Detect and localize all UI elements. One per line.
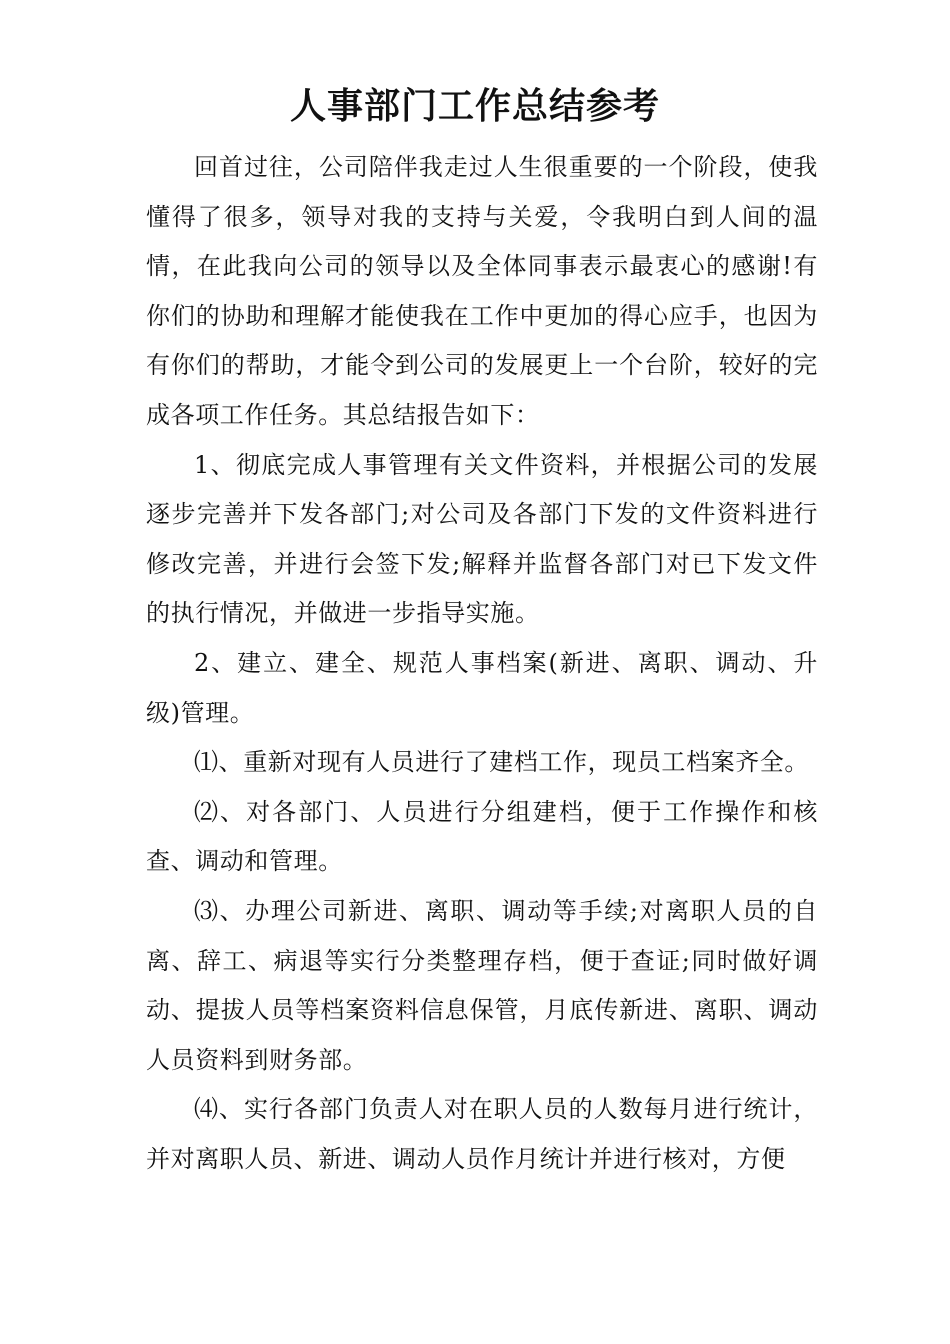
- document-title: 人事部门工作总结参考: [289, 85, 660, 127]
- paragraph-subitem-1: ⑴、重新对现有人员进行了建档工作，现员工档案齐全。: [194, 748, 809, 777]
- document-body: [146, 143, 818, 1184]
- paragraph-item-1: 1、彻底完成人事管理有关文件资料，并根据公司的发展逐步完善并下发各部门;对公司及各部门下发的文件资料进行修改完善，并进行会签下发;解释并监督各部门对已下发文件的执行情况，并做进一步指导实施。: [146, 450, 818, 628]
- paragraph-subitem-2: ⑵、对各部门、人员进行分组建档，便于工作操作和核查、调动和管理。: [146, 797, 818, 876]
- paragraph-subitem-4: ⑷、实行各部门负责人对在职人员的人数每月进行统计，并对离职人员、新进、调动人员作月统计并进行核对，方便: [146, 1095, 818, 1173]
- paragraph-item-2: 2、建立、建全、规范人事档案(新进、离职、调动、升级)管理。: [146, 648, 818, 727]
- paragraph-intro: 回首过往，公司陪伴我走过人生很重要的一个阶段，使我懂得了很多，领导对我的支持与关爱，令我明白到人间的温情，在此我向公司的领导以及全体同事表示最衷心的感谢!有你们的协助和理解才能使我在工作中更加的得心应手，也因为有你们的帮助，才能令到公司的发展更上一个台阶，较好的完成各项工作任务。其总结报告如下：: [146, 153, 818, 429]
- paragraph-subitem-3: ⑶、办理公司新进、离职、调动等手续;对离职人员的自离、辞工、病退等实行分类整理存档，便于查证;同时做好调动、提拔人员等档案资料信息保管，月底传新进、离职、调动人员资料到财务部。: [146, 896, 818, 1074]
